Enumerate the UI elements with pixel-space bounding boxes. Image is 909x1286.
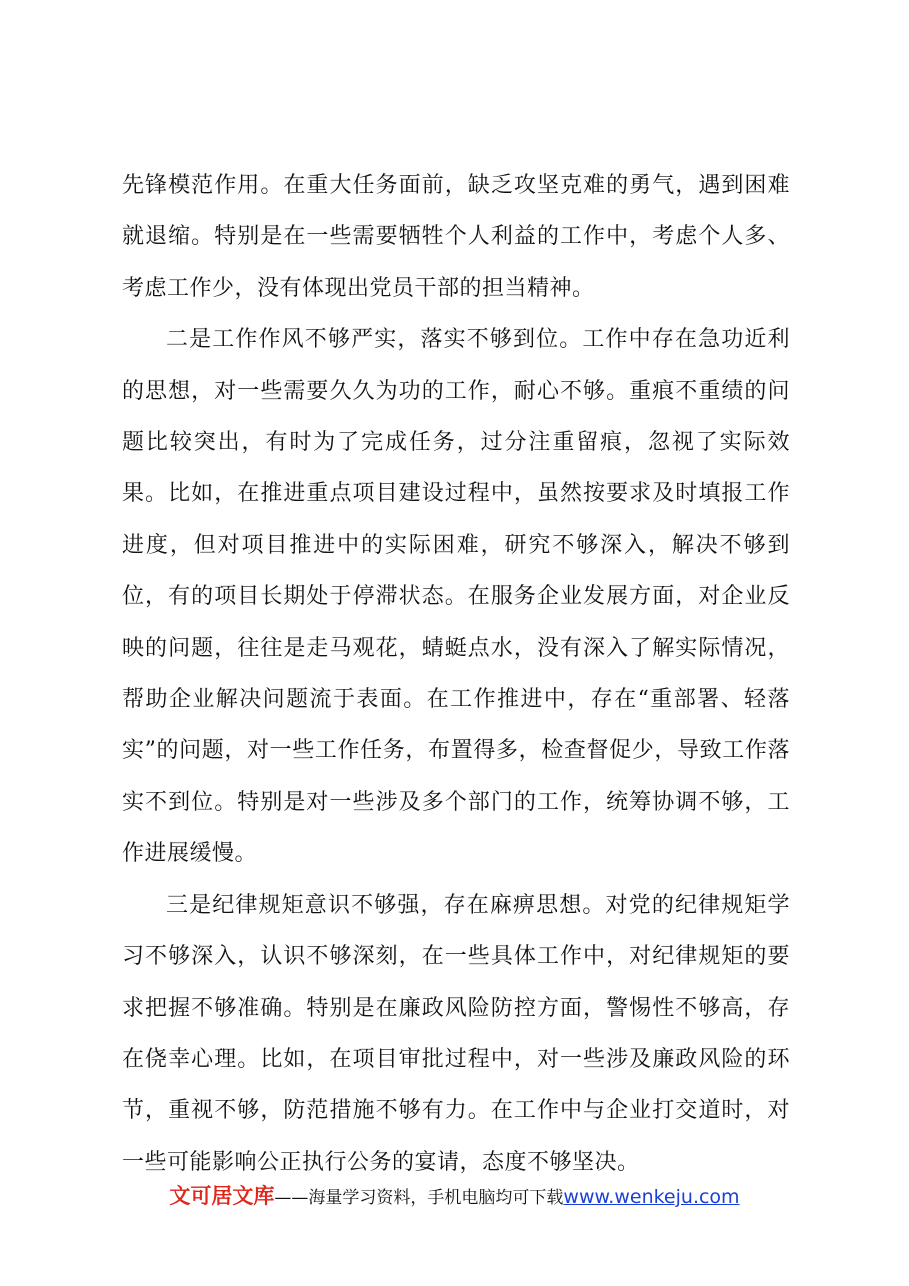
footer-url-link[interactable]: www.wenkeju.com (563, 1186, 740, 1208)
document-body (122, 160, 790, 1188)
paragraph-2: 二是工作作风不够严实，落实不够到位。工作中存在急功近利的思想，对一些需要久久为功的工作，耐心不够。重痕不重绩的问题比较突出，有时为了完成任务，过分注重留痕，忽视了实际效果。比如，在推进重点项目建设过程中，虽然按要求及时填报工作进度，但对项目推进中的实际困难，研究不够深入，解决不够到位，有的项目长期处于停滞状态。在服务企业发展方面，对企业反映的问题，往往是走马观花，蜻蜓点水，没有深入了解实际情况，帮助企业解决问题流于表面。在工作推进中，存在“重部署、轻落实”的问题，对一些工作任务，布置得多，检查督促少，导致工作落实不到位。特别是对一些涉及多个部门的工作，统筹协调不够，工作进展缓慢。 (122, 327, 790, 867)
footer-banner (0, 1180, 909, 1210)
paragraph-3: 三是纪律规矩意识不够强，存在麻痹思想。对党的纪律规矩学习不够深入，认识不够深刻，在一些具体工作中，对纪律规矩的要求把握不够准确。特别是在廉政风险防控方面，警惕性不够高，存在侥幸心理。比如，在项目审批过程中，对一些涉及廉政风险的环节，重视不够，防范措施不够有力。在工作中与企业打交道时，对一些可能影响公正执行公务的宴请，态度不够坚决。 (122, 892, 790, 1175)
paragraph-1: 先锋模范作用。在重大任务面前，缺乏攻坚克难的勇气，遇到困难就退缩。特别是在一些需要牺牲个人利益的工作中，考虑个人多、考虑工作少，没有体现出党员干部的担当精神。 (122, 173, 790, 301)
footer-brand: 文可居文库 (169, 1184, 275, 1208)
footer-tagline: ——海量学习资料，手机电脑均可下载 (274, 1188, 564, 1208)
